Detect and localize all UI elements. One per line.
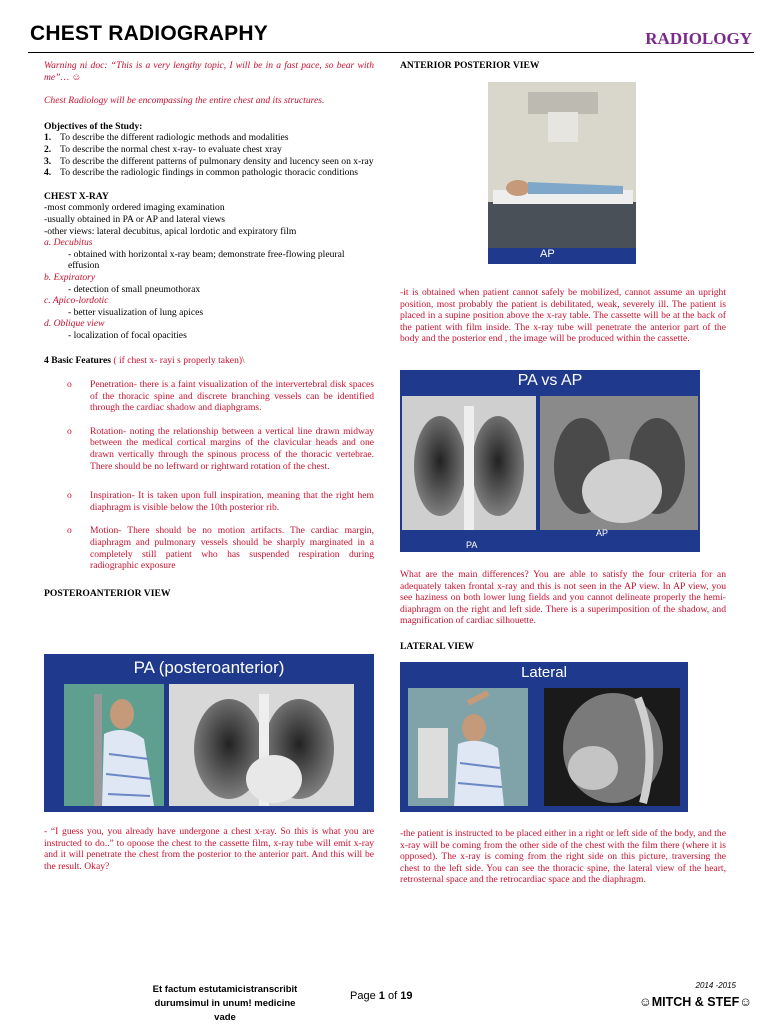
objectives-heading: Objectives of the Study:: [44, 120, 143, 132]
pa-slide-image: [44, 654, 374, 812]
ap-label-bar: [488, 248, 636, 264]
page-title: CHEST RADIOGRAPHY: [30, 22, 268, 45]
ap-description: -it is obtained when patient cannot safely be mobilized, cannot assume an upright position, most probably the patient is debilitated, weak, severely ill. The patient is placed in a supine position above the x-ray table. The cassette will be at the back of the patient with film inside. The x-ray tube will penetrate the anterior part of the body and the posterior end , the image will be produced within the cassette.: [400, 287, 726, 345]
features-heading: 4 Basic Features ( if chest x- rayi s properly taken)\: [44, 355, 245, 367]
lateral-slide-image: [400, 662, 688, 812]
view-label-apico-lordotic: c. Apico-lordotic: [44, 295, 109, 307]
ap-label: AP: [596, 528, 609, 538]
feature-item: o Penetration- there is a faint visualization of the intervertebral disk spaces of the thoracic spine and discrete branching vessels can be identified through the cardiac shadow and diaphgrams.: [67, 379, 374, 414]
chest-line: -other views: lateral decubitus, apical lordotic and expiratory film: [44, 225, 297, 237]
lateral-slide-graphic: [408, 688, 680, 806]
pa-heading: POSTEROANTERIOR VIEW: [44, 587, 171, 599]
view-detail: - obtained with horizontal x-ray beam; demonstrate free-flowing pleural effusion: [68, 248, 345, 272]
pa-vs-ap-image: [400, 370, 700, 552]
list-item: 1. To describe the different radiologic methods and modalities: [44, 132, 289, 144]
chest-line: -usually obtained in PA or AP and lateral views: [44, 213, 226, 225]
motto-line: Et factum estutamicistranscribit: [152, 984, 298, 995]
scope-note: Chest Radiology will be encompassing the entire chest and its structures.: [44, 95, 325, 107]
pa-slide-title: PA (posteroanterior): [133, 658, 285, 677]
ap-heading: ANTERIOR POSTERIOR VIEW: [400, 60, 540, 71]
ap-photo-label: AP: [540, 248, 555, 260]
academic-year: 2014 -2015: [695, 981, 736, 990]
lateral-heading: LATERAL VIEW: [400, 641, 475, 652]
features-note: ( if chest x- rayi s properly taken)\: [113, 355, 245, 367]
pa-caption: - “I guess you, you already have undergone a chest x-ray. So this is what you are instructed to do..” to opoose the chest to the cassette film, x-ray tube will emit x-ray and it will penetrate the chest from the posterior to the anterior part. And this will be the result. Okay?: [44, 826, 374, 872]
list-item: 4. To describe the radiologic findings in common pathologic thoracic conditions: [44, 167, 358, 179]
objectives-list: [44, 132, 374, 178]
pa-vs-ap-graphic: [402, 396, 698, 530]
warning-note: Warning ni doc: “This is a very lengthy topic, I will be in a fast pace, so bear with me”… ☺: [44, 60, 374, 83]
view-label-expiratory: b. Expiratory: [44, 271, 96, 283]
view-detail: - better visualization of lung apices: [68, 306, 204, 318]
list-item: 2. To describe the normal chest x-ray- to evaluate chest xray: [44, 143, 282, 155]
pa-vs-ap-title: PA vs AP: [517, 372, 583, 389]
pa-slide-graphic: [64, 684, 354, 806]
lateral-heading-wrap: [400, 641, 726, 653]
feature-item: o Motion- There should be no motion artifacts. The cardiac margin, diaphragm and pulmonary vessels should be sharply marginated in a completely still patient who has suspended respiration during radiographic exposure: [67, 525, 374, 572]
lateral-slide-title: Lateral: [521, 664, 567, 681]
right-column: [400, 60, 726, 72]
lateral-description: -the patient is instructed to be placed either in a right or left side of the body, and the x-ray will be coming from the other side of the chest with the film there (where it is opposed). The x-ray is coming from the right side on this picture, traversing the chest to the left side. You can see the thoracic spine, the lateral view of the heart, retrosternal space and the retrocardiac space and the diaphragm.: [400, 828, 726, 886]
view-detail: - localization of focal opacities: [68, 329, 187, 341]
chest-line: -most commonly ordered imaging examination: [44, 202, 225, 214]
feature-item: o Rotation- noting the relationship between a vertical line drawn midway between the medical cortical margins of the clavicular heads and one drawn vertically through the spinous process of the thoracic vertebrae. There should be no leftward or rightward rotation of the chest.: [67, 425, 374, 472]
view-label-decubitus: a. Decubitus: [44, 237, 93, 249]
ap-photo: [488, 82, 636, 264]
left-column: [44, 60, 374, 599]
feature-item: o Inspiration- It is taken upon full inspiration, meaning that the right hem diaphragm is visible below the 10th posterior rib.: [67, 490, 374, 513]
ap-photo-graphic: [488, 82, 636, 264]
header-rule: [28, 52, 754, 53]
footer-motto: [150, 983, 300, 1025]
subject-brand: RADIOLOGY: [645, 29, 752, 48]
credits: ☺MITCH & STEF☺: [638, 995, 752, 1009]
page-indicator: Page 1 of 19: [350, 990, 413, 1002]
chest-xray-heading: CHEST X-RAY: [44, 190, 109, 202]
view-label-oblique: d. Oblique view: [44, 318, 105, 330]
motto-line: durumsimul in unum! medicine vade: [154, 998, 296, 1023]
view-detail: - detection of small pneumothorax: [68, 283, 201, 295]
pa-label: PA: [466, 540, 478, 550]
differences-text: What are the main differences? You are able to satisfy the four criteria for an adequately taken frontal x-ray and this is not seen in the AP view. In AP view, you see haziness on both lower lung fields and you cannot delineate properly the hemi-diaphragm on the right and left side. There is a superimposition of the shadow, and magnification of cardiac silhouette.: [400, 569, 726, 627]
list-item: 3. To describe the different patterns of pulmonary density and lucency seen on x-ray: [44, 155, 374, 167]
